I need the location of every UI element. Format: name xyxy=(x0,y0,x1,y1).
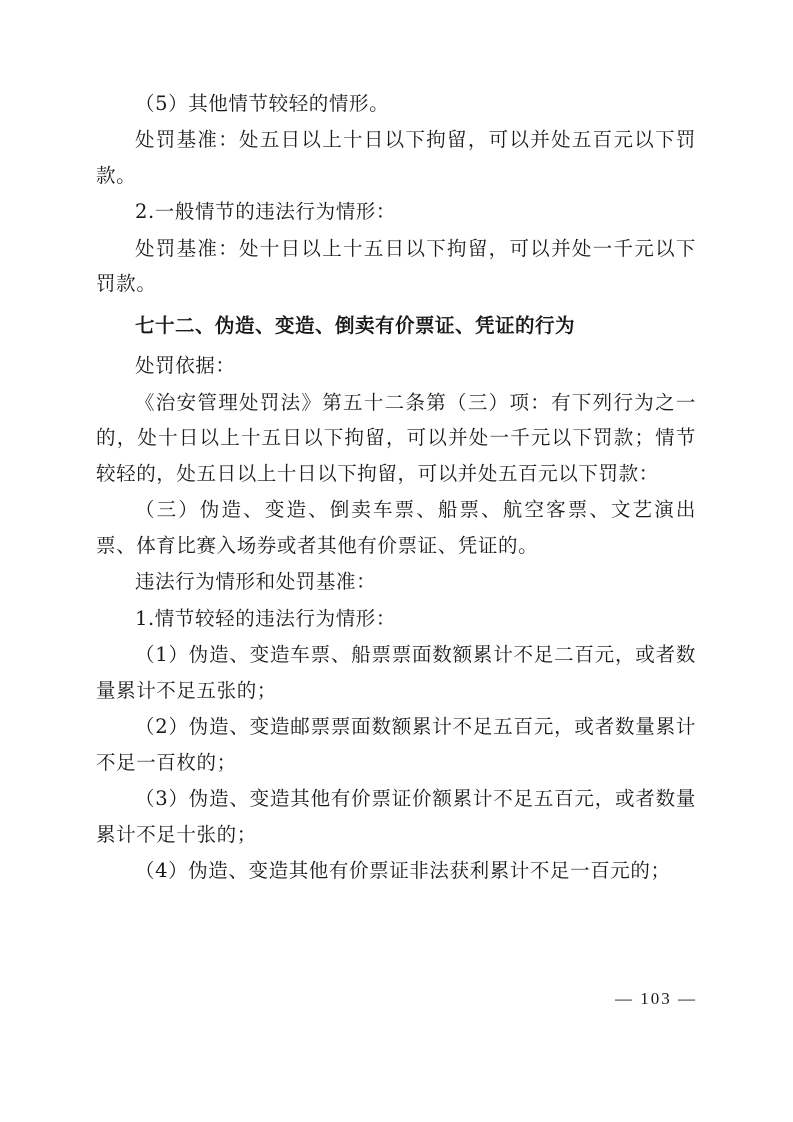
paragraph-penalty-benchmark-1: 处罚基准：处五日以上十日以下拘留，可以并处五百元以下罚款。 xyxy=(96,128,696,187)
paragraph-minor-item-3: （3）伪造、变造其他有价票证价额累计不足五百元，或者数量累计不足十张的； xyxy=(96,787,696,846)
paragraph-general-circumstance: 2.一般情节的违法行为情形： xyxy=(135,200,397,224)
paragraph-clause-3: （三）伪造、变造、倒卖车票、船票、航空客票、文艺演出票、体育比赛入场券或者其他有价票证、凭证的。 xyxy=(96,498,696,557)
page-content xyxy=(96,86,696,890)
paragraph-law-citation: 《治安管理处罚法》第五十二条第（三）项：有下列行为之一的，处十日以上十五日以下拘留，可以并处一千元以下罚款；情节较轻的，处五日以上十日以下拘留，可以并处五百元以下罚款： xyxy=(96,390,696,485)
page-footer: — 103 — xyxy=(615,989,697,1008)
section-heading-72: 七十二、伪造、变造、倒卖有价票证、凭证的行为 xyxy=(135,314,576,337)
paragraph-item-5: （5）其他情节较轻的情形。 xyxy=(135,92,390,115)
paragraph-minor-circumstance-heading: 1.情节较轻的违法行为情形： xyxy=(135,606,397,630)
paragraph-penalty-benchmark-2: 处罚基准：处十日以上十五日以下拘留，可以并处一千元以下罚款。 xyxy=(96,236,696,296)
paragraph-minor-item-2: （2）伪造、变造邮票票面数额累计不足五百元，或者数量累计不足一百枚的； xyxy=(96,715,696,774)
paragraph-minor-item-4: （4）伪造、变造其他有价票证非法获利累计不足一百元的； xyxy=(135,859,671,883)
paragraph-penalty-basis: 处罚依据： xyxy=(135,354,236,378)
paragraph-minor-item-1: （1）伪造、变造车票、船票票面数额累计不足二百元，或者数量累计不足五张的； xyxy=(96,643,696,702)
paragraph-circumstances-and-benchmarks: 违法行为情形和处罚基准： xyxy=(135,570,377,594)
